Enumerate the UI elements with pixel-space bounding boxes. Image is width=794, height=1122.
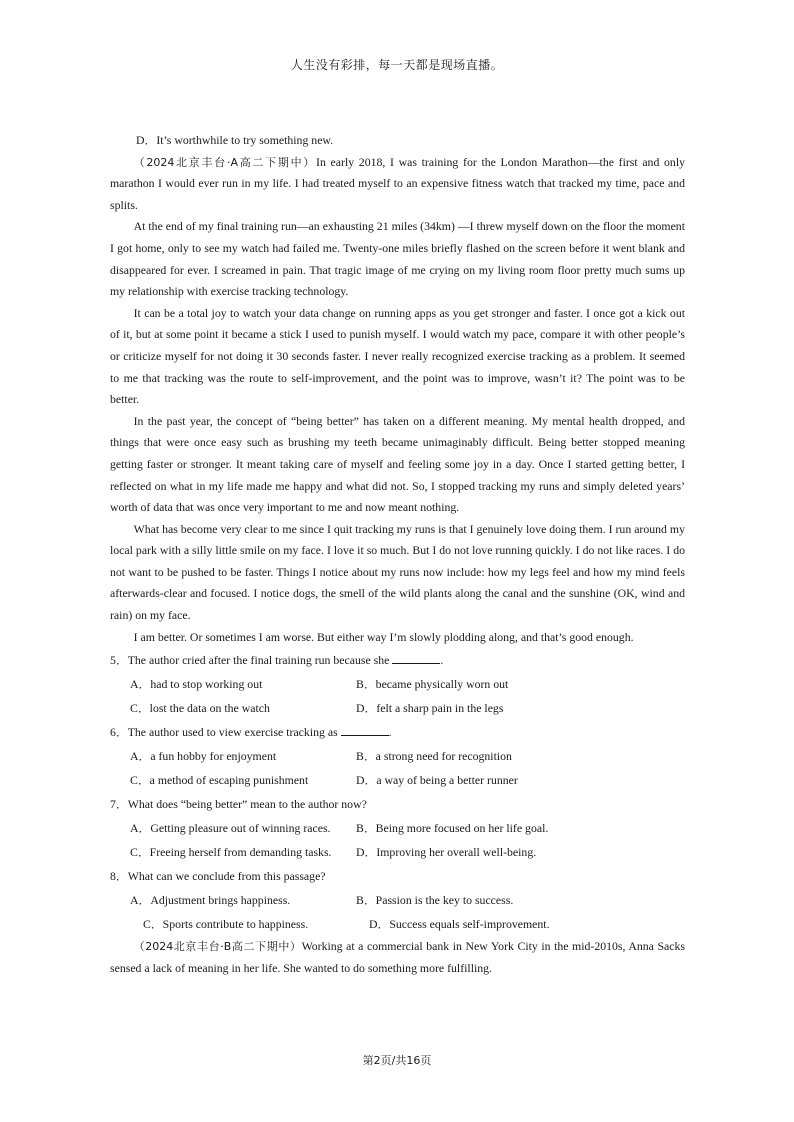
previous-question-option-d: D．It’s worthwhile to try something new. <box>136 133 334 147</box>
passage-a-paragraph-1: （2024北京丰台·A高二下期中）In early 2018, I was training for the London Marathon—the first and only marathon I would ever run in my life. I had treated myself to an expensive fitness watch that tracked my time, pace and splits. <box>110 154 686 212</box>
passage-a-paragraph-4: In the past year, the concept of “being better” has taken on a different meaning. My mental health dropped, and things that were once easy such as brushing my teeth became unimaginably difficult. Being better stopped meaning getting faster or stronger. It meant taking care of myself and feeling some joy in a day. Once I started getting better, I reflected on what in my life made me happy and what did not. So, I stopped tracking my runs and simply deleted years’ worth of data that was once very important to me and now meant nothing. <box>110 413 685 515</box>
option-b: B．a strong need for recognition <box>356 749 512 764</box>
question-6-stem: 6．The author used to view exercise tracking as . <box>110 720 685 744</box>
option-c: C．a method of escaping punishment <box>130 773 309 788</box>
question-7-stem: 7．What does “being better” mean to the author now? <box>110 797 367 812</box>
question-5-stem: 5．The author cried after the final training run because she . <box>110 648 685 672</box>
question-8-stem: 8．What can we conclude from this passage? <box>110 869 326 884</box>
question-8 <box>110 864 685 936</box>
question-5 <box>110 648 685 720</box>
passage-b-source: （2024北京丰台·B高二下期中） <box>133 940 302 954</box>
passage-b-paragraph-1: （2024北京丰台·B高二下期中）Working at a commercial bank in New York City in the mid-2010s, Anna Sacks sensed a lack of meaning in her life. She wanted to do something more fulfilling. <box>110 939 685 975</box>
passage-a-paragraph-5: What has become very clear to me since I quit tracking my runs is that I genuinely love doing them. I run around my local park with a silly little smile on my face. I love it so much. But I do not love running quickly. I do not like races. I do not want to be pushed to be faster. Things I notice about my runs now include: how my legs feel and how my mind feels afterwards-clear and focused. I notice dogs, the smell of the wild plants along the canal and the sunshine (OK, wind and rain) on my face. <box>110 521 685 623</box>
question-6 <box>110 720 685 792</box>
option-d: D．felt a sharp pain in the legs <box>356 701 504 716</box>
passage-b <box>110 936 685 979</box>
option-d: D．a way of being a better runner <box>356 773 518 788</box>
option-d: D．Improving her overall well-being. <box>356 845 537 860</box>
passage-a-source: （2024北京丰台·A高二下期中） <box>133 155 317 169</box>
option-c: C．Freeing herself from demanding tasks. <box>130 845 332 860</box>
option-a: A．had to stop working out <box>130 677 263 692</box>
option-c: C．lost the data on the watch <box>130 701 270 716</box>
passage-a <box>110 152 685 649</box>
page-number: 第2页/共16页 <box>362 1054 432 1067</box>
option-b: B．Being more focused on her life goal. <box>356 821 549 836</box>
option-d: D．Success equals self-improvement. <box>369 917 550 932</box>
option-a: A．Adjustment brings happiness. <box>130 893 291 908</box>
passage-a-paragraph-3: It can be a total joy to watch your data change on running apps as you get stronger and faster. I once got a kick out of it, but at some point it became a stick I used to punish myself. I would watch my pace, compare it with other people’s or criticize myself for not doing it 30 seconds faster. I never really recognized exercise tracking as a problem. It seemed to me that tracking was the route to self-improvement, and the point was to improve, wasn’t it? The point was to be better. <box>110 305 685 407</box>
question-7 <box>110 792 685 864</box>
page-header-motto: 人生没有彩排，每一天都是现场直播。 <box>290 58 504 72</box>
option-b: B．became physically worn out <box>356 677 509 692</box>
passage-a-paragraph-6: I am better. Or sometimes I am worse. But either way I’m slowly plodding along, and that’s good enough. <box>133 629 634 644</box>
option-a: A．Getting pleasure out of winning races. <box>130 821 331 836</box>
option-b: B．Passion is the key to success. <box>356 893 514 908</box>
answer-blank <box>392 650 440 664</box>
option-c: C．Sports contribute to happiness. <box>143 917 309 932</box>
document-body <box>110 130 685 979</box>
answer-blank <box>341 722 389 736</box>
passage-a-paragraph-2: At the end of my final training run—an exhausting 21 miles (34km) —I threw myself down on the floor the moment I got home, only to see my watch had failed me. Twenty-one miles briefly flashed on the screen before it went blank and disappeared for ever. I screamed in pain. That tragic image of me crying on my living room floor pretty much sums up my relationship with exercise tracking technology. <box>110 219 685 299</box>
option-a: A．a fun hobby for enjoyment <box>130 749 277 764</box>
